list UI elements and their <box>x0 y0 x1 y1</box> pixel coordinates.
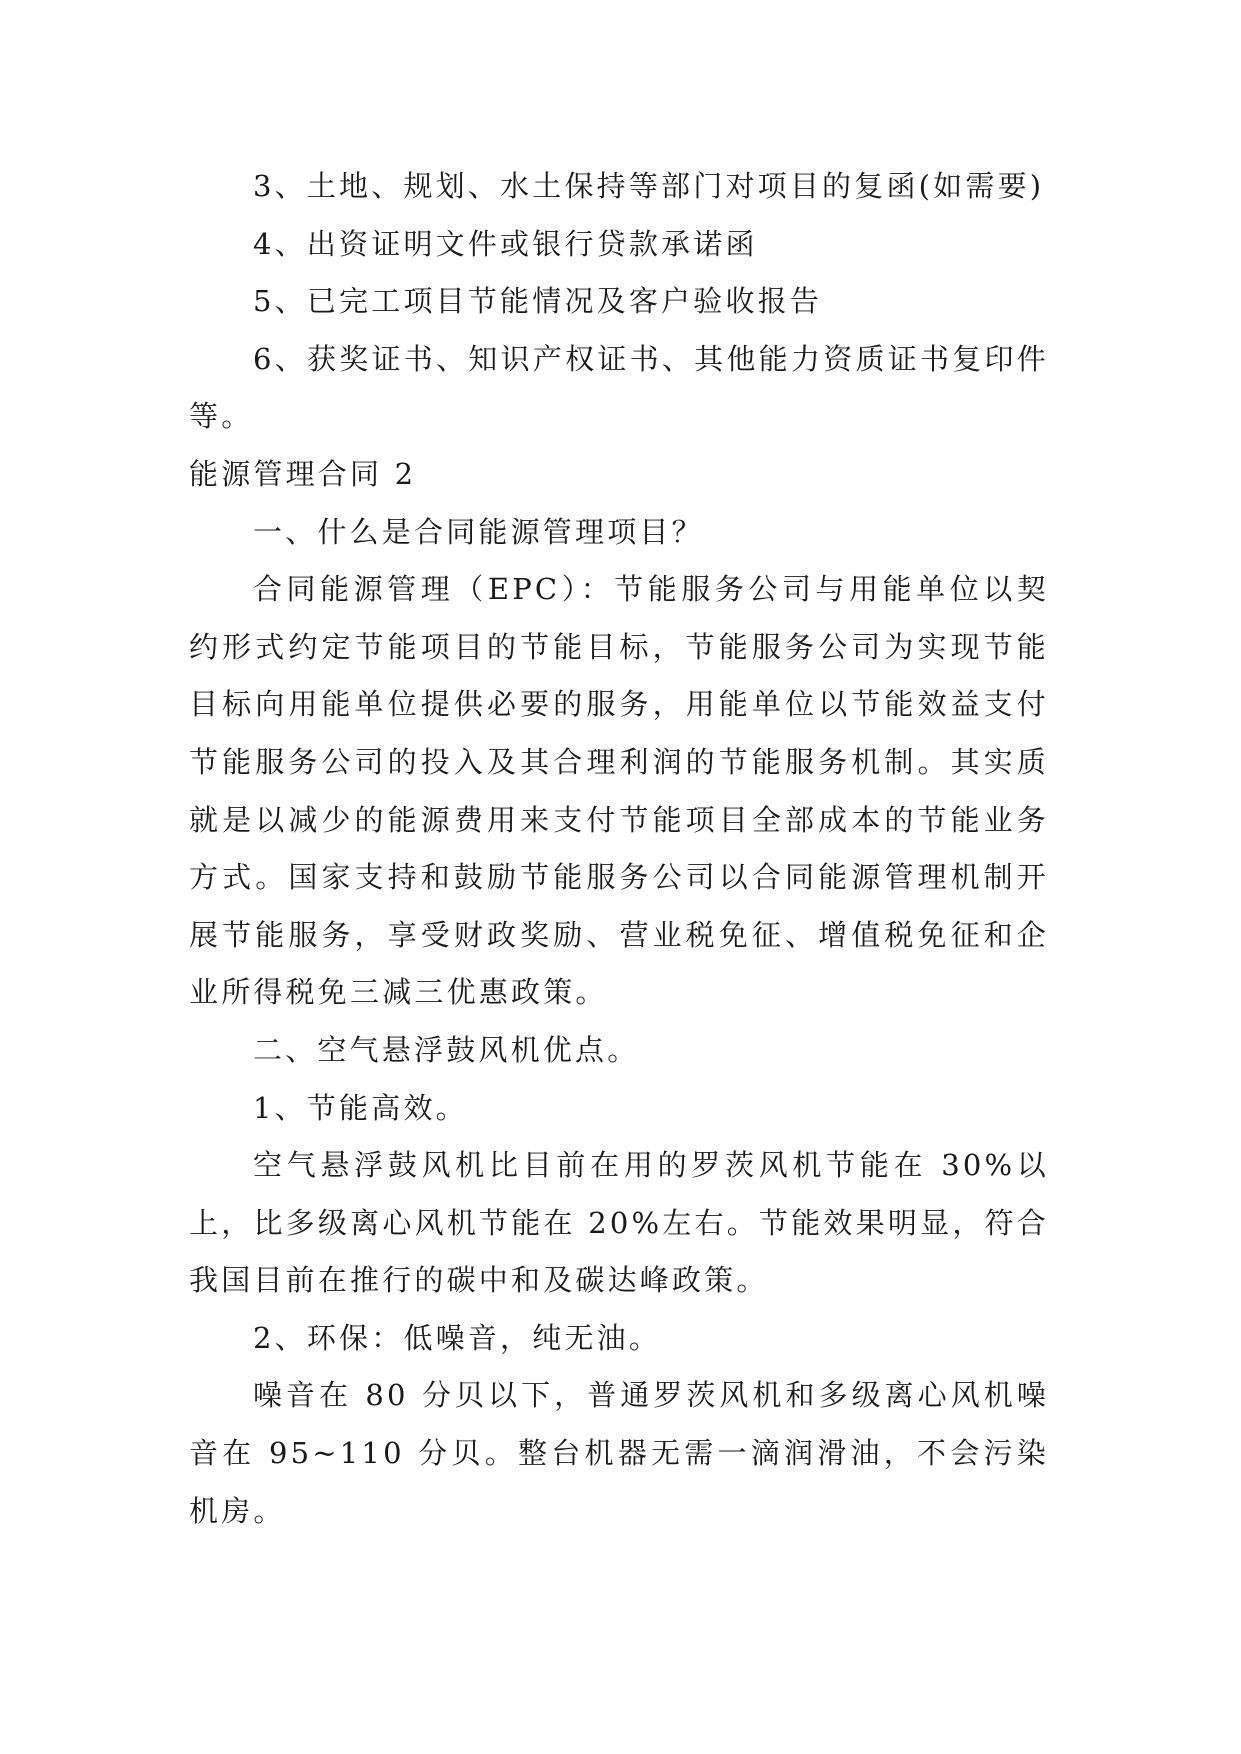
section-heading-1: 一、什么是合同能源管理项目？ <box>253 514 704 549</box>
sub-heading-2: 2、环保：低噪音，纯无油。 <box>253 1320 662 1355</box>
list-item-5: 5、已完工项目节能情况及客户验收报告 <box>253 284 823 319</box>
section-title: 能源管理合同 2 <box>189 456 417 491</box>
list-item-3: 3、土地、规划、水土保持等部门对项目的复函(如需要) <box>253 169 1045 203</box>
section-heading-2: 二、空气悬浮鼓风机优点。 <box>253 1032 640 1067</box>
body-paragraph-epc: 合同能源管理（EPC）：节能服务公司与用能单位以契约形式约定节能项目的节能目标，节能服务公司为实现节能目标向用能单位提供必要的服务，用能单位以节能效益支付节能服务公司的投入及其合理利润的节能服务机制。其实质就是以减少的能源费用来支付节能项目全部成本的节能业务方式。国家支持和鼓励节能服务公司以合同能源管理机制开展节能服务，享受财政奖励、营业税免征、增值税免征和企业所得税免三减三优惠政策。 <box>189 572 1049 1010</box>
sub-heading-1: 1、节能高效。 <box>253 1090 468 1125</box>
body-paragraph-efficiency: 空气悬浮鼓风机比目前在用的罗茨风机节能在 30%以上，比多级离心风机节能在 20%左右。节能效果明显，符合我国目前在推行的碳中和及碳达峰政策。 <box>189 1148 1049 1298</box>
document-body <box>189 158 1049 1540</box>
list-item-6: 6、获奖证书、知识产权证书、其他能力资质证书复印件等。 <box>189 341 1049 434</box>
list-item-4: 4、出资证明文件或银行贷款承诺函 <box>253 226 758 261</box>
body-paragraph-noise: 噪音在 80 分贝以下，普通罗茨风机和多级离心风机噪音在 95~110 分贝。整台机器无需一滴润滑油，不会污染机房。 <box>189 1378 1049 1528</box>
